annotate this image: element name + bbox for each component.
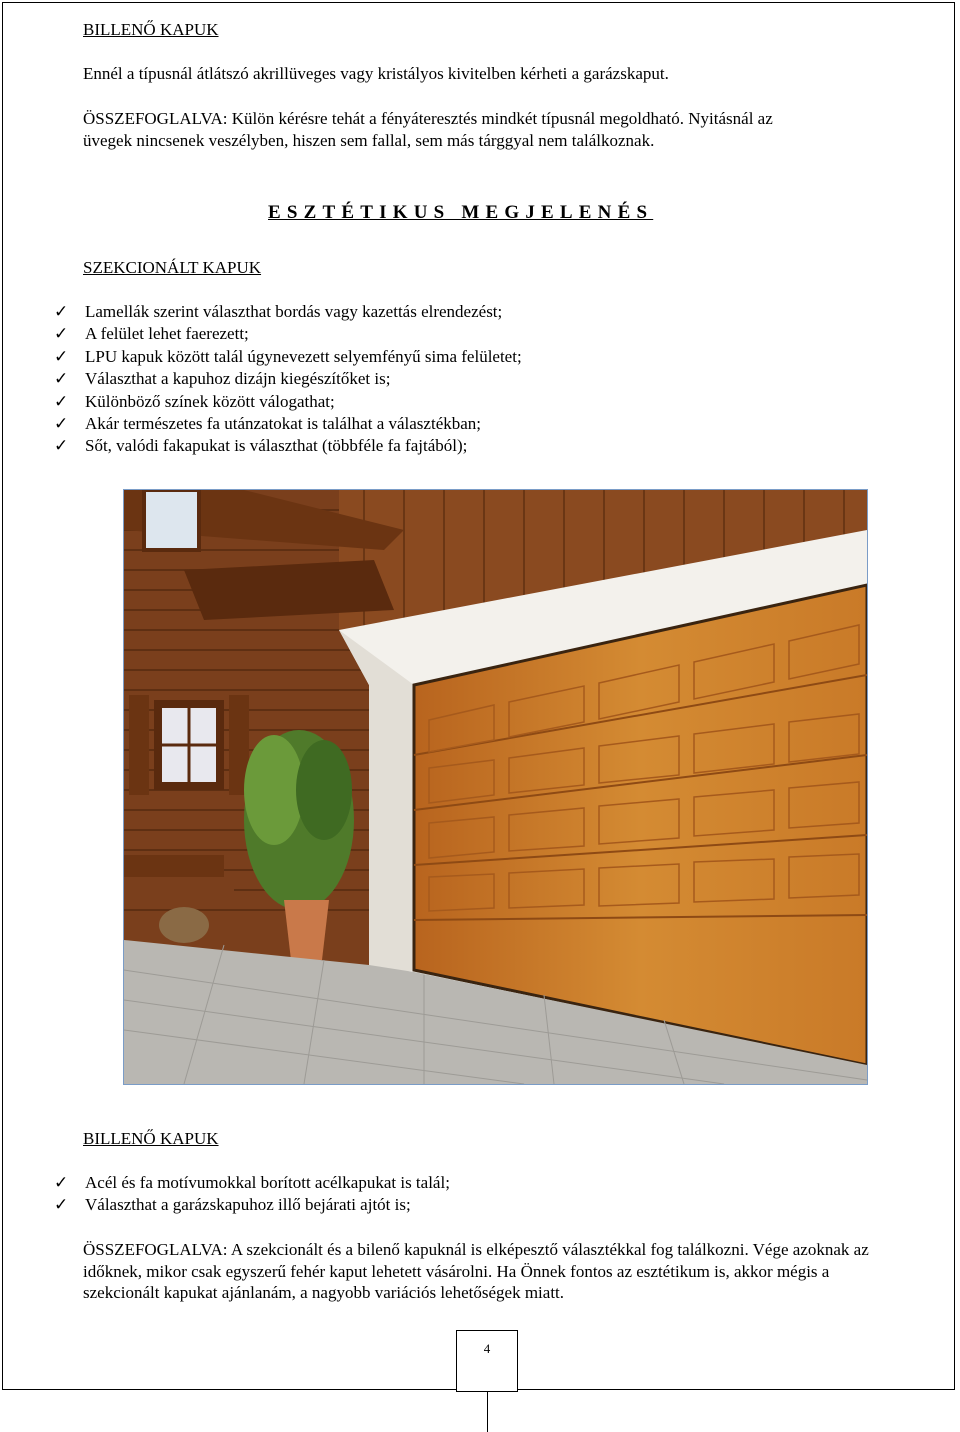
list-item: ✓ A felület lehet faerezett; — [54, 324, 249, 344]
checkmark-icon: ✓ — [54, 414, 69, 434]
checkmark-icon: ✓ — [54, 1195, 69, 1215]
list-item: ✓ Lamellák szerint választhat bordás vagy kazettás elrendezést; — [54, 302, 503, 321]
list-item: ✓ Sőt, valódi fakapukat is választhat (többféle fa fajtából); — [54, 436, 468, 456]
szekcionalt-feature-list — [54, 301, 522, 458]
checkmark-icon: ✓ — [54, 302, 69, 321]
checkmark-icon: ✓ — [54, 1173, 69, 1192]
final-summary: ÖSSZEFOGLALVA: A szekcionált és a bilenő kapuknál is elképesztő választékkal fog találkozni. Vége azoknak az időknek, mikor csak egyszerű fehér kaput lehetett vásárolni. Ha Önnek fontos az esztétikum is, akkor mégis a szekcionált kapukat ajánlanám, a nagyobb variációs lehetőségek miatt. — [83, 1240, 869, 1302]
section-title-billeno-2: BILLENŐ KAPUK — [83, 1129, 219, 1148]
billeno-feature-list — [54, 1172, 450, 1217]
section-title-billeno: BILLENŐ KAPUK — [83, 20, 219, 39]
checkmark-icon: ✓ — [54, 369, 69, 389]
billeno-description: Ennél a típusnál átlátszó akrillüveges vagy kristályos kivitelben kérheti a garázskaput. — [83, 64, 669, 83]
summary-line-2: üvegek nincsenek veszélyben, hiszen sem fallal, sem más tárggyal nem találkoznak. — [83, 131, 655, 150]
list-item: ✓ Különböző színek között válogathat; — [54, 391, 335, 411]
checkmark-icon: ✓ — [54, 391, 69, 411]
list-item: ✓ LPU kapuk között talál úgynevezett selyemfényű sima felületet; — [54, 346, 522, 366]
page-number-box — [456, 1330, 518, 1392]
checkmark-icon: ✓ — [54, 324, 69, 344]
checkmark-icon: ✓ — [54, 346, 69, 366]
page-heading: ESZTÉTIKUS MEGJELENÉS — [268, 202, 654, 223]
list-item: ✓ Akár természetes fa utánzatokat is találhat a választékban; — [54, 414, 482, 434]
section-title-szekcionalt: SZEKCIONÁLT KAPUK — [83, 258, 262, 277]
page-number-line — [487, 1391, 488, 1432]
summary-line-1: ÖSSZEFOGLALVA: Külön kérésre tehát a fényáteresztés mindkét típusnál megoldható. Nyitásnál az — [83, 109, 773, 128]
checkmark-icon: ✓ — [54, 436, 69, 456]
list-item: ✓ Választhat a kapuhoz dizájn kiegészítőket is; — [54, 369, 391, 389]
page-number: 4 — [483, 1341, 491, 1356]
garage-door-photo — [123, 489, 868, 1085]
list-item: ✓ Választhat a garázskapuhoz illő bejárati ajtót is; — [54, 1195, 411, 1215]
list-item: ✓ Acél és fa motívumokkal borított acélkapukat is talál; — [54, 1173, 450, 1192]
